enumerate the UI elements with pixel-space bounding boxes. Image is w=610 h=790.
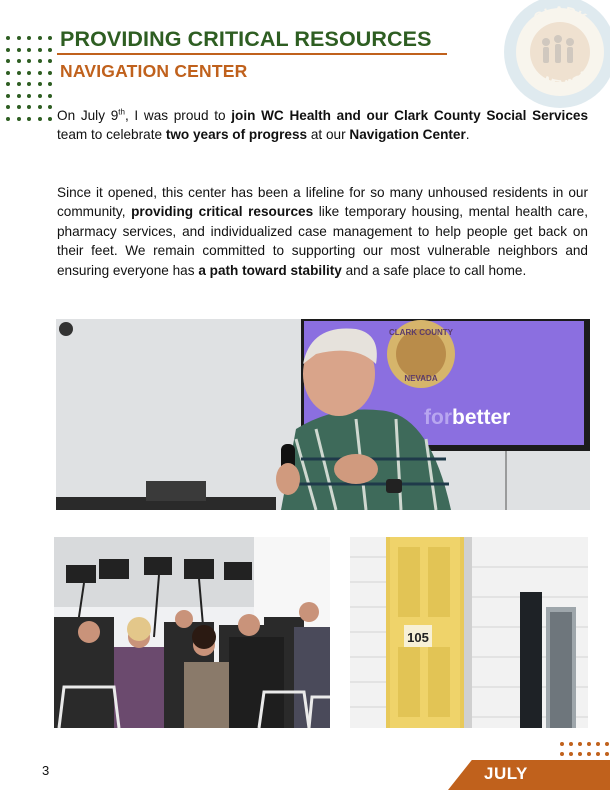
decorative-dot	[6, 71, 10, 75]
decorative-dot	[6, 59, 10, 63]
p2-text-e: and a safe place to call home.	[341, 262, 527, 278]
screen-seal-bottom-text: NEVADA	[404, 374, 438, 383]
door-number-text: 105	[407, 630, 429, 645]
p1-text-h: .	[465, 127, 470, 143]
decorative-dot	[578, 752, 582, 756]
clark-county-nevada-seal-icon	[500, 0, 610, 112]
decorative-dot	[596, 752, 600, 756]
decorative-dot	[6, 105, 10, 109]
month-label: JULY	[484, 764, 528, 783]
decorative-dot-grid-bottom	[560, 742, 609, 756]
detail-paragraph	[57, 183, 588, 280]
decorative-dot	[27, 82, 31, 86]
decorative-dot	[27, 48, 31, 52]
p1-text-a: On July 9	[57, 108, 119, 123]
p1-bold-progress: two years of progress	[165, 127, 308, 143]
decorative-dot	[6, 117, 10, 121]
seal-text-bottom: NEVADA	[540, 66, 594, 93]
decorative-dot	[587, 752, 591, 756]
decorative-dot	[38, 36, 42, 40]
decorative-dot	[38, 82, 42, 86]
decorative-dot	[17, 59, 21, 63]
screen-seal-top-text: CLARK COUNTY	[389, 328, 453, 337]
decorative-dot	[27, 94, 31, 98]
p2-text-c: like temporary housing, mental health care, pharmacy services, and individualized case management to help people get back on their feet. We remain committed to supporting our most vulnerable neighbors and ensuring everyone has	[57, 204, 588, 278]
intro-paragraph	[57, 106, 588, 145]
screen-slogan-prefix: for	[424, 406, 452, 429]
p1-ordinal-suffix: th	[118, 107, 125, 117]
decorative-dot	[569, 742, 573, 746]
decorative-dot	[17, 105, 21, 109]
decorative-dot	[27, 71, 31, 75]
page-subtitle: NAVIGATION CENTER	[60, 61, 248, 81]
seal-text-top: CLARK	[530, 2, 590, 26]
decorative-dot	[38, 105, 42, 109]
decorative-dot	[48, 36, 52, 40]
decorative-dot	[38, 48, 42, 52]
audience-photo	[54, 537, 330, 728]
decorative-dot	[605, 752, 609, 756]
decorative-dot	[596, 742, 600, 746]
decorative-dot	[569, 752, 573, 756]
decorative-dot	[6, 82, 10, 86]
decorative-dot	[48, 82, 52, 86]
decorative-dot	[38, 117, 42, 121]
p1-text-d: team to celebrate	[57, 127, 166, 143]
decorative-dot	[38, 71, 42, 75]
decorative-dot	[48, 48, 52, 52]
decorative-dot	[27, 117, 31, 121]
decorative-dot	[17, 82, 21, 86]
decorative-dot	[48, 105, 52, 109]
decorative-dot	[48, 71, 52, 75]
decorative-dot-grid-top	[6, 36, 52, 121]
decorative-dot	[27, 36, 31, 40]
decorative-dot	[605, 742, 609, 746]
decorative-dot	[17, 117, 21, 121]
p2-bold-resources: providing critical resources	[131, 204, 314, 220]
decorative-dot	[38, 59, 42, 63]
decorative-dot	[17, 48, 21, 52]
decorative-dot	[48, 59, 52, 63]
decorative-dot	[48, 94, 52, 98]
decorative-dot	[578, 742, 582, 746]
page-title: PROVIDING CRITICAL RESOURCES	[60, 27, 432, 51]
decorative-dot	[560, 752, 564, 756]
decorative-dot	[6, 36, 10, 40]
p1-text-f: at our	[307, 127, 350, 143]
title-divider	[57, 53, 447, 55]
screen-slogan-suffix: better	[452, 406, 511, 429]
decorative-dot	[17, 94, 21, 98]
p2-bold-stability: a path toward stability	[198, 262, 342, 278]
decorative-dot	[27, 59, 31, 63]
decorative-dot	[17, 36, 21, 40]
decorative-dot	[48, 117, 52, 121]
p1-bold-center: Navigation Center	[349, 127, 466, 143]
screen-slogan-text	[424, 406, 510, 429]
page-number: 3	[42, 763, 50, 778]
decorative-dot	[38, 94, 42, 98]
p1-bold-partners: join WC Health and our Clark County Social Services	[231, 108, 589, 123]
door-photo	[350, 537, 588, 728]
decorative-dot	[6, 48, 10, 52]
decorative-dot	[17, 71, 21, 75]
p1-text-b: , I was proud to	[124, 108, 232, 123]
month-tab	[448, 760, 610, 790]
p2-text-a: Since it opened, this center has been a lifeline for so many unhoused residents in our community,	[57, 185, 588, 220]
decorative-dot	[27, 105, 31, 109]
decorative-dot	[6, 94, 10, 98]
speaker-photo	[56, 319, 590, 510]
decorative-dot	[587, 742, 591, 746]
decorative-dot	[560, 742, 564, 746]
